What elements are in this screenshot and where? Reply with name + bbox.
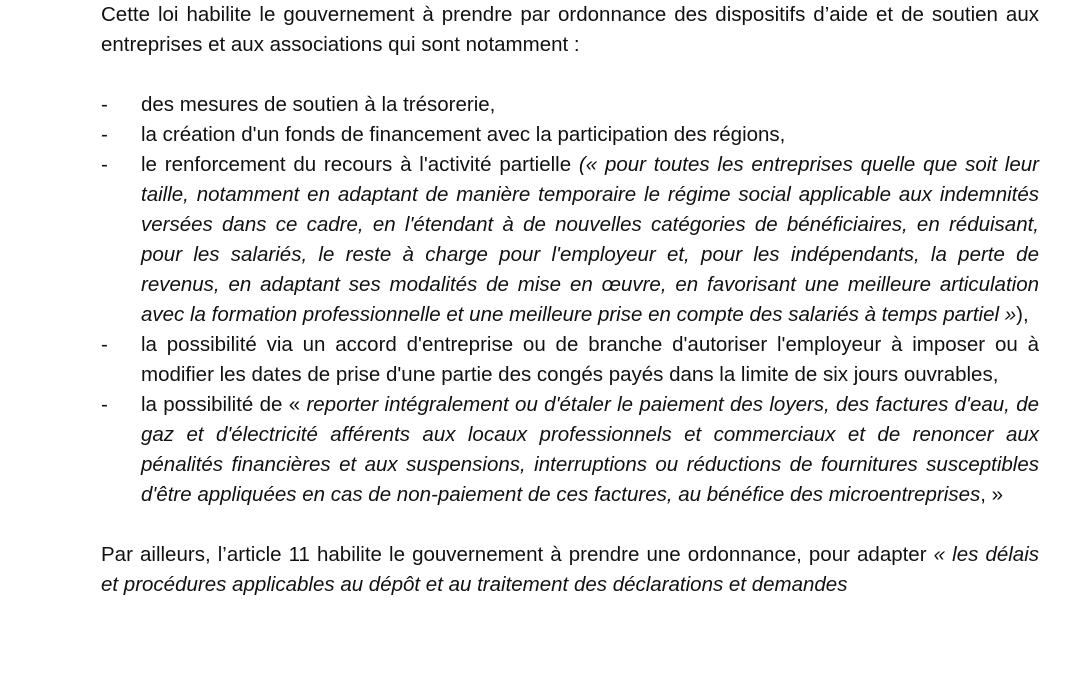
list-item [101,390,1039,510]
list-item-lead: le renforcement du recours à l'activité partielle [141,153,579,176]
intro-paragraph: Cette loi habilite le gouvernement à prendre par ordonnance des dispositifs d’aide et de soutien aux entreprises et aux associations qui sont notamment : [101,3,1039,56]
bullet-dash: - [101,123,108,146]
bullet-dash: - [101,333,108,356]
list-item-quote: (« pour toutes les entreprises quelle que soit leur taille, notamment en adaptant de manière temporaire le régime social applicable aux indemnités versées dans ce cadre, en l'étendant à de nouvelles catégories de bénéficiaires, en réduisant, pour les salariés, le reste à charge pour l'employeur et, pour les indépendants, la perte de revenus, en adaptant ses modalités de mise en œuvre, en favorisant une meilleure articulation avec la formation professionnelle et une meilleure prise en compte des salariés à temps partiel » [141,153,1039,326]
measures-list [101,90,1039,510]
list-item-text: des mesures de soutien à la trésorerie, [141,93,496,116]
document-page [101,0,1039,600]
list-item-text: la possibilité via un accord d'entreprise ou de branche d'autoriser l'employeur à imposer ou à modifier les dates de prise d'une partie des congés payés dans la limite de six jours ouvrables, [141,333,1039,386]
closing-lead: Par ailleurs, l’article 11 habilite le gouvernement à prendre une ordonnance, pour adapter [101,543,934,566]
list-item-tail: ), [1016,303,1029,326]
bullet-dash: - [101,93,108,116]
bullet-dash: - [101,393,108,416]
list-item [101,90,1039,120]
list-item [101,120,1039,150]
bullet-dash: - [101,153,108,176]
list-item-quote: reporter intégralement ou d'étaler le paiement des loyers, des factures d'eau, de gaz et d'électricité afférents aux locaux professionnels et commerciaux et de renoncer aux pénalités financières et aux suspensions, interruptions ou réductions de fournitures susceptibles d'être appliquées en cas de non-paiement de ces factures, au bénéfice des microentreprises [141,393,1039,506]
list-item-text: la création d'un fonds de financement avec la participation des régions, [141,123,786,146]
closing-quote: « les délais et procédures applicables au dépôt et au traitement des déclarations et demandes [101,543,1040,596]
list-item [101,150,1039,330]
list-item-lead: la possibilité de « [141,393,307,416]
list-item [101,330,1039,390]
list-item-tail: , » [980,483,1004,506]
closing-paragraph [101,540,1039,600]
